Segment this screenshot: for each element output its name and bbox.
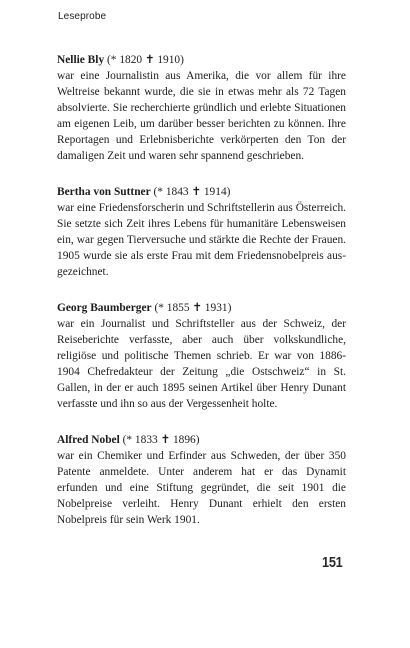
entry-bertha-von-suttner: [57, 184, 346, 280]
page-number: 151: [322, 554, 343, 571]
entry-name: Nellie Bly: [57, 54, 105, 66]
entry-dates: (* 1820 ✝ 1910): [104, 54, 184, 66]
entry-dates: (* 1855 ✝ 1931): [151, 302, 232, 314]
entry-dates: (* 1833 ✝ 1896): [119, 434, 200, 446]
entry-heading: [57, 52, 346, 68]
entry-text: war eine Journalistin aus Amerika, die vor allem für ihre Weltreise bekannt wurde, die sie in etwas mehr als 72 Tagen absolvierte. Sie recherchierte gründlich und erlebte Situationen am eigenen Leib, um darüber besser berichten zu können. Ihre Reportagen und Erlebnisberichte verkörperten den Ton der damaligen Zeit und waren sehr spannend geschrieben.: [57, 70, 346, 162]
entry-nellie-bly: [57, 52, 346, 164]
entry-text: war ein Journalist und Schriftsteller aus der Schweiz, der Reiseberichte verfasste, aber auch über volkskundliche, religiöse und politische Themen schrieb. Er war von 1886-1904 Chefredakteur der Zeitung „die Ostschweiz“ in St. Gallen, in der er auch 1895 seinen Artikel über Henry Dunant verfasste und ihn so aus der Vergessenheit holte.: [57, 318, 346, 410]
entry-name: Alfred Nobel: [57, 434, 120, 446]
running-head: Leseprobe: [58, 11, 107, 22]
entry-dates: (* 1843 ✝ 1914): [150, 186, 231, 198]
entry-text: war ein Chemiker und Erfinder aus Schweden, der über 350 Patente anmeldete. Unter anderem hat er das Dynamit erfunden und eine Stiftung gegründet, die seit 1901 die Nobelpreise verleiht. Henry Dunant erhielt den ersten Nobelpreis für sein Werk 1901.: [57, 450, 346, 526]
entry-heading: [57, 432, 346, 448]
entry-alfred-nobel: [57, 432, 346, 528]
entry-heading: [57, 184, 346, 200]
page-body: [57, 52, 346, 548]
entry-heading: [57, 300, 346, 316]
entry-text: war eine Friedensforscherin und Schriftstellerin aus Österreich. Sie setzte sich Zeit ihres Lebens für humanitäre Lebensweisen ein, war gegen Tierversuche und stärkte die Rechte der Frauen. 1905 wurde sie als erste Frau mit dem Friedensnobelpreis ausgezeichnet.: [57, 202, 346, 278]
entry-name: Bertha von Suttner: [57, 186, 151, 198]
entry-name: Georg Baumberger: [57, 302, 152, 314]
entry-georg-baumberger: [57, 300, 346, 412]
